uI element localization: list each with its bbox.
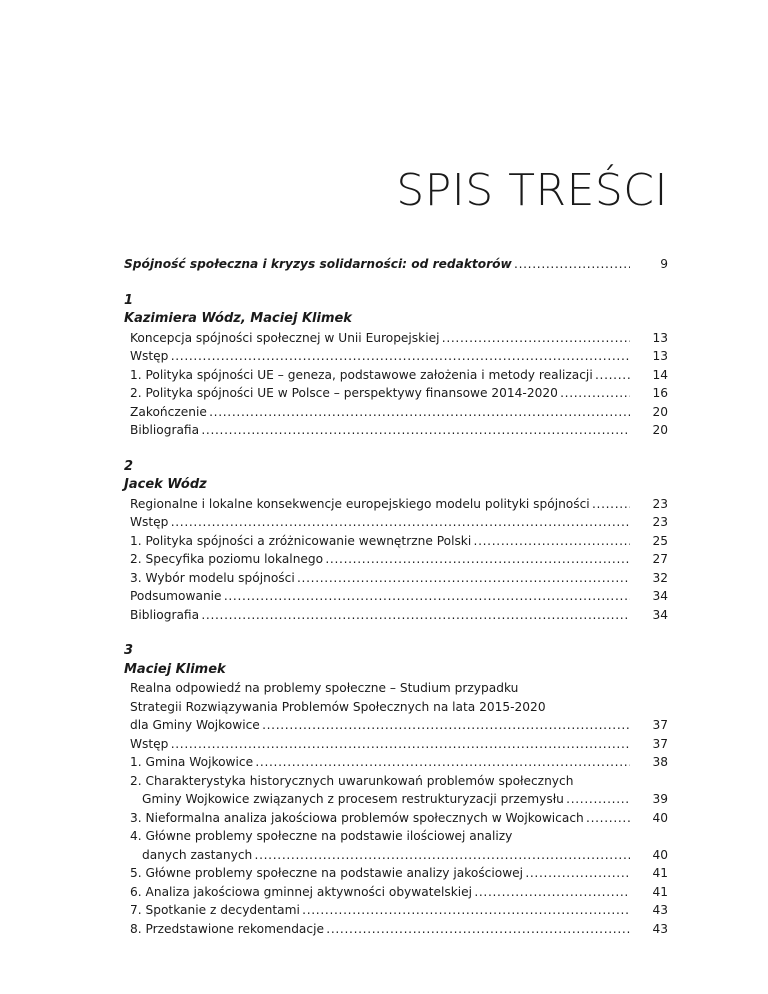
toc-entry-title: 1. Polityka spójności UE – geneza, podstawowe założenia i metody realizacji . . . <box>130 366 630 385</box>
toc-entry-title: 2. Polityka spójności UE w Polsce – perspektywy finansowe 2014-2020 . . . <box>130 384 630 403</box>
toc-entry-title: 8. Przedstawione rekomendacje . . . <box>130 920 630 939</box>
toc-entry-title: 6. Analiza jakościowa gminnej aktywności obywatelskiej . . . <box>130 883 630 902</box>
toc-entry-title-line <box>130 827 668 846</box>
toc-entry-page: 34 <box>652 589 668 603</box>
chapter-authors: Maciej Klimek <box>124 661 226 677</box>
toc-entry-page: 20 <box>652 423 668 437</box>
toc-entry-page: 41 <box>652 884 668 899</box>
toc-entry-page: 23 <box>652 515 668 529</box>
toc-entry-title: 2. Specyfika poziomu lokalnego . . . <box>130 550 630 569</box>
chapter-entries <box>124 495 668 625</box>
toc-entry-page: 37 <box>652 718 668 732</box>
toc-entry <box>130 513 668 532</box>
toc-entry-title: Realna odpowiedź na problemy społeczne – Studium przypadku <box>130 681 519 695</box>
toc-entry-title: 1. Polityka spójności a zróżnicowanie wewnętrzne Polski . . . <box>130 532 630 551</box>
toc-entry <box>130 329 668 348</box>
toc-entry <box>130 421 668 440</box>
toc-entry <box>130 384 668 403</box>
toc-entry <box>130 569 668 588</box>
toc-entry <box>130 550 668 569</box>
toc-entry-title: danych zastanych . . . <box>142 846 630 865</box>
toc-entry-page: 43 <box>652 921 668 936</box>
toc-entry-page: 38 <box>652 755 668 769</box>
chapter-authors: Jacek Wódz <box>124 477 207 492</box>
chapter-number: 1 <box>124 292 134 308</box>
toc-entry <box>130 920 668 939</box>
toc-entry <box>130 403 668 422</box>
toc-entry-page: 25 <box>652 533 668 548</box>
toc-entry-page: 39 <box>652 792 668 806</box>
toc-entry-title-line <box>130 772 668 791</box>
toc-entry <box>130 495 668 514</box>
toc-entry-page: 37 <box>652 736 668 751</box>
toc-entry-title: Bibliografia . . . <box>130 421 630 440</box>
toc-entry-page: 41 <box>652 866 668 880</box>
toc-entry-page: 32 <box>652 570 668 585</box>
chapter-3 <box>124 642 668 938</box>
chapter-1 <box>124 292 668 440</box>
toc-entry-page: 40 <box>652 810 668 825</box>
toc-entry <box>130 753 668 772</box>
toc-entry-title: 5. Główne problemy społeczne na podstawie analizy jakościowej . . . <box>130 864 630 883</box>
toc-entry-title: Zakończenie . . . <box>130 403 630 422</box>
toc-entry <box>130 532 668 551</box>
toc-entry-title-line <box>130 698 668 717</box>
chapter-2 <box>124 458 668 625</box>
chapter-number: 2 <box>124 458 134 474</box>
toc-entry-page: 13 <box>652 349 668 363</box>
toc-entry-page: 9 <box>660 257 668 271</box>
toc-entry-title: Spójność społeczna i kryzys solidarności: od redaktorów . . . <box>124 255 630 274</box>
toc-entry-title: Podsumowanie . . . <box>130 587 630 606</box>
toc-entry-title: 1. Gmina Wojkowice . . . <box>130 753 630 772</box>
toc-entry-page: 16 <box>652 386 668 400</box>
toc-entry-page: 34 <box>652 607 668 622</box>
toc-entry-title: Wstęp . . . <box>130 347 630 366</box>
chapter-entries <box>124 329 668 440</box>
toc-entry-page: 20 <box>652 404 668 419</box>
toc-entry-title: Strategii Rozwiązywania Problemów Społecznych na lata 2015-2020 <box>130 699 546 714</box>
toc-entry-title: 3. Wybór modelu spójności . . . <box>130 569 630 588</box>
chapter-number: 3 <box>124 643 134 658</box>
toc-entry <box>130 735 668 754</box>
toc-entry <box>130 606 668 625</box>
toc-entry <box>130 883 668 902</box>
toc-entry-title: 3. Nieformalna analiza jakościowa problemów społecznych w Wojkowicach . . . <box>130 809 630 828</box>
toc-entry <box>130 901 668 920</box>
toc-entry-title: 2. Charakterystyka historycznych uwarunkowań problemów społecznych <box>130 773 574 788</box>
toc-entry <box>130 809 668 828</box>
toc-entry <box>130 366 668 385</box>
toc-entry-title: Wstęp . . . <box>130 735 630 754</box>
toc-entry-page: 27 <box>652 552 668 566</box>
toc-entry-title: 7. Spotkanie z decydentami . . . <box>130 901 630 920</box>
toc-entry-page: 13 <box>652 330 668 345</box>
toc-entry-page: 43 <box>652 903 668 917</box>
chapter-entries <box>124 679 668 938</box>
toc-entry-page: 40 <box>652 847 668 862</box>
toc-entry <box>130 347 668 366</box>
chapter-authors: Kazimiera Wódz, Maciej Klimek <box>124 311 352 326</box>
toc-entry-title: 4. Główne problemy społeczne na podstawie ilościowej analizy <box>130 829 513 843</box>
toc-entry-page: 23 <box>652 496 668 511</box>
toc-entry <box>130 716 668 735</box>
toc-entry-title: Bibliografia . . . <box>130 606 630 625</box>
table-of-contents <box>124 255 668 938</box>
toc-entry <box>130 846 668 865</box>
page-title: SPIS TREŚCI <box>396 165 668 216</box>
toc-entry-title: Koncepcja spójności społecznej w Unii Europejskiej . . . <box>130 329 630 348</box>
toc-entry-intro <box>124 255 668 274</box>
toc-entry-title: Gminy Wojkowice związanych z procesem restrukturyzacji przemysłu . . . <box>142 790 630 809</box>
toc-entry-page: 14 <box>652 367 668 382</box>
toc-entry-title-line <box>130 679 668 698</box>
toc-entry <box>130 587 668 606</box>
toc-entry-title: Regionalne i lokalne konsekwencje europejskiego modelu polityki spójności . . . <box>130 495 630 514</box>
toc-entry-title: dla Gminy Wojkowice . . . <box>130 716 630 735</box>
toc-entry <box>130 864 668 883</box>
toc-entry <box>130 790 668 809</box>
toc-entry-title: Wstęp . . . <box>130 513 630 532</box>
